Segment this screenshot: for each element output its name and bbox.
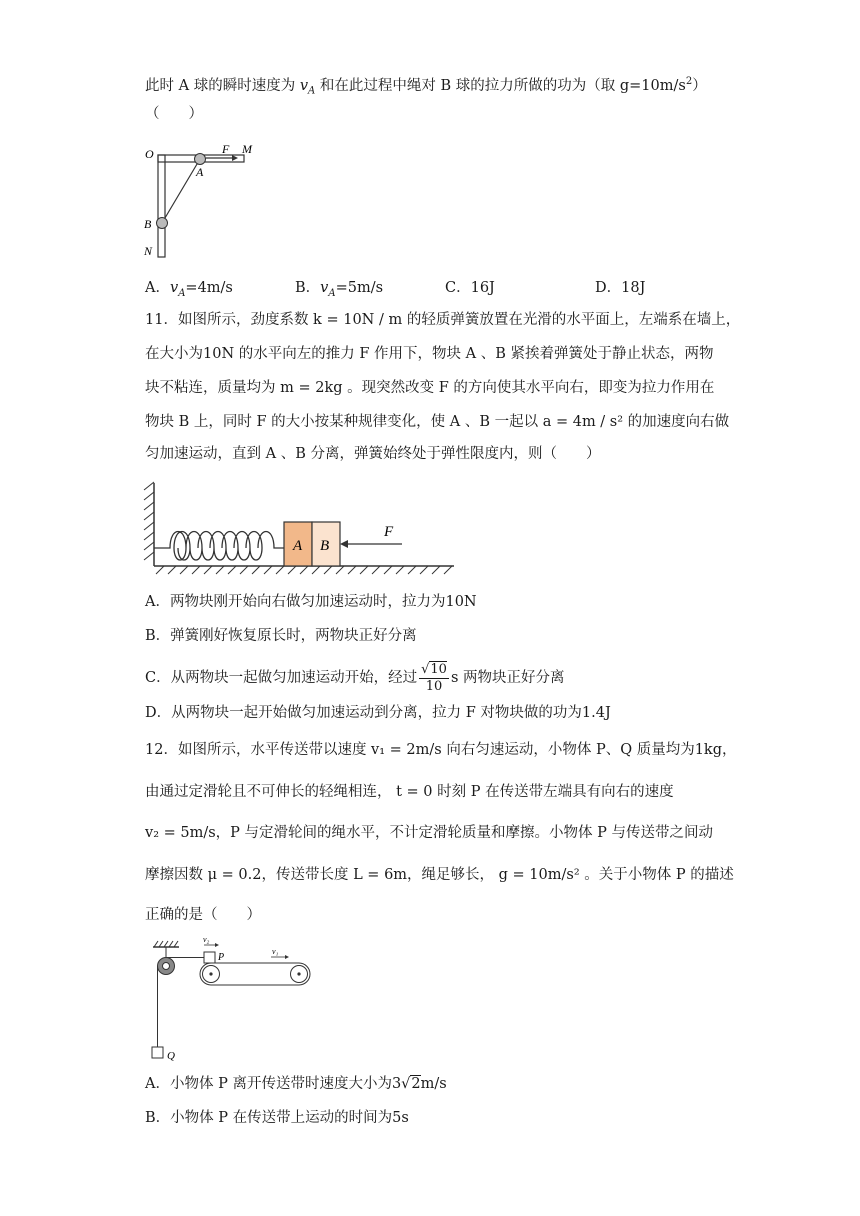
q11-option-d[interactable]: D．从两物块一起开始做匀加速运动到分离，拉力 F 对物块做的功为1.4J [145,705,611,721]
q10-var-sub: A [308,85,316,97]
q11-option-b[interactable]: B．弹簧刚好恢复原长时，两物块正好分离 [145,628,417,644]
ball-a [195,154,206,165]
q12-option-b[interactable]: B．小物体 P 在传送带上运动的时间为5s [145,1110,409,1126]
q11-figure [140,478,460,578]
fig12-label-v1: v₁ [272,947,279,956]
fig12-label-p: P [218,952,225,963]
q10-stem-b: 和在此过程中绳对 B 球的拉力所做的功为（取 g=10m/s [319,77,686,94]
q12-line-5: 正确的是（ ） [145,907,261,923]
fig10-label-b: B [144,217,152,231]
q12-line-2: 由通过定滑轮且不可伸长的轻绳相连， t = 0 时刻 P 在传送带左端具有向右的速度 [145,784,674,800]
q10-option-d[interactable]: D．18J [595,280,646,296]
q10-var-v: v [299,77,309,94]
block-p [204,952,215,963]
q12-option-a-post: m/s [420,1076,447,1092]
q10-answer-paren: （ ） [145,106,203,122]
spring [154,532,284,561]
q10-stem-close: ） [692,77,707,94]
fig12-label-v2: v₂ [203,935,210,944]
fig10-label-a: A [196,165,204,179]
fig11-label-f: F [384,524,394,540]
fig10-label-n: N [144,244,153,258]
q12-line-1: 12．如图所示，水平传送带以速度 v₁ = 2m/s 向右匀速运动，小物体 P、Q 质量均为1kg， [145,742,737,758]
q10-stem-sup: 2 [685,76,693,87]
q12-option-a-rad: 2 [411,1076,421,1092]
q11-line-3: 块不粘连，质量均为 m = 2kg 。现突然改变 F 的方向使其水平向右，即变为拉力作用在 [145,380,715,396]
q11-option-c-post: s 两物块正好分离 [450,670,565,686]
block-q [152,1047,163,1058]
q11-option-c[interactable] [145,660,565,696]
q11-option-c-pre: C．从两物块一起做匀加速运动开始，经过 [145,670,418,686]
q12-line-3: v₂ = 5m/s，P 与定滑轮间的绳水平，不计定滑轮质量和摩擦。小物体 P 与传送带之间动 [145,825,714,841]
q10-option-b[interactable]: B．$v_A=5m/s$ [295,280,384,299]
ball-b [157,218,168,229]
q10-stem [145,72,707,102]
fig10-label-m: M [242,142,252,156]
q10-option-c[interactable]: C．16J [445,280,495,296]
q11-option-a[interactable]: A．两物块刚开始向右做匀加速运动时，拉力为10N [145,594,477,610]
q10-figure [140,140,260,265]
fig10-label-o: O [145,147,154,161]
fig10-label-f: F [222,142,230,156]
fig11-label-b: B [320,538,330,554]
q11-line-1: 11．如图所示，劲度系数 k = 10N / m 的轻质弹簧放置在光滑的水平面上，左端系在墙上， [145,312,741,328]
q12-figure [145,935,325,1065]
q11-line-5: 匀加速运动，直到 A 、B 分离，弹簧始终处于弹性限度内，则（ ） [145,446,601,462]
q11-option-c-frac: $\frac{√10}{10}$ [421,661,447,694]
q11-line-2: 在大小为10N 的水平向左的推力 F 作用下，物块 A 、B 紧挨着弹簧处于静止状态，两物 [145,346,714,362]
fig11-label-a: A [293,538,303,554]
q11-line-4: 物块 B 上，同时 F 的大小按某种规律变化，使 A 、B 一起以 a = 4m / s² 的加速度向右做 [145,414,730,430]
q12-option-a[interactable]: A．小物体 P 离开传送带时速度大小为3√2m/s [145,1076,447,1092]
q12-line-4: 摩擦因数 μ = 0.2，传送带长度 L = 6m，绳足够长， g = 10m/s² 。关于小物体 P 的描述 [145,867,734,883]
q10-stem-a: 此时 A 球的瞬时速度为 [145,77,296,94]
q12-option-a-pre: A．小物体 P 离开传送带时速度大小为3 [145,1076,402,1092]
q10-option-a[interactable]: A．$v_A=4m/s$ [145,280,233,299]
fig12-label-q: Q [167,1050,175,1062]
